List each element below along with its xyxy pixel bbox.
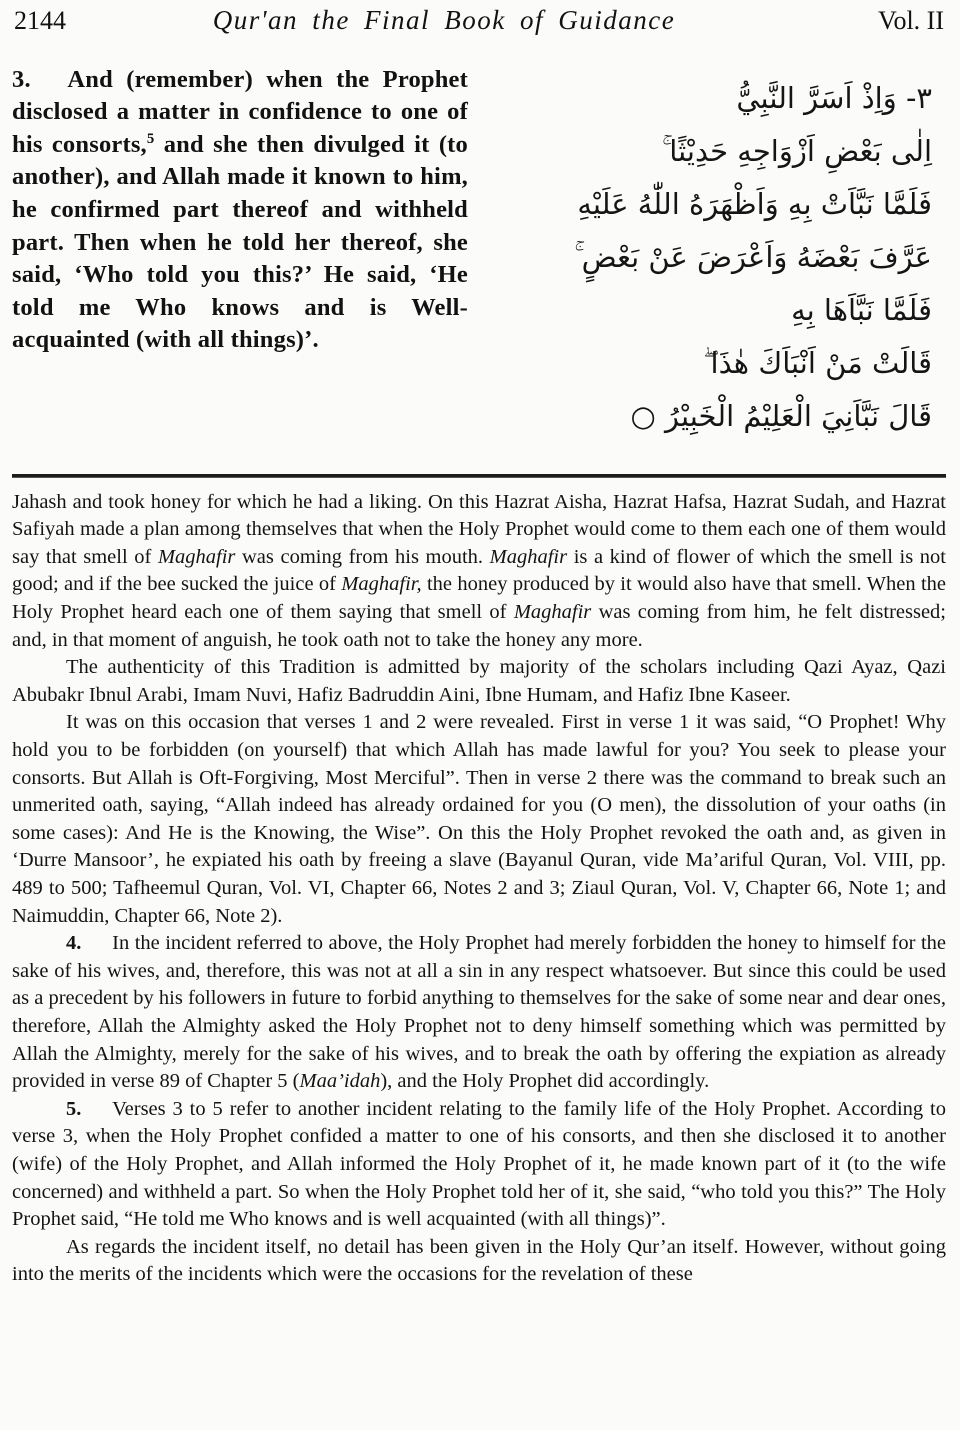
arabic-line: فَلَمَّا نَبَّاَهَا بِهِ <box>791 292 932 327</box>
running-header <box>12 6 946 36</box>
commentary-note-5: 5. Verses 3 to 5 refer to another incident relating to the family life of the Holy Prophet. According to verse 3, when the Holy Prophet confided a matter to one of his consorts, and then she disclosed it to another (wife) of the Holy Prophet, and Allah informed the Holy Prophet of it, he made known part of it (to the wife concerned) and withheld a part. So when the Holy Prophet told her of it, she said, “who told you this?” The Holy Prophet said, “He told me Who knows and is well acquainted (with all things)”. <box>12 1097 946 1231</box>
arabic-line: اِلٰى بَعْضِ اَزْوَاجِهِ حَدِيْثًا ۚ <box>662 133 932 168</box>
arabic-line: قَالَ نَبَّاَنِيَ الْعَلِيْمُ الْخَبِيْرُ ○ <box>630 398 932 433</box>
verse-translation: 3. And (remember) when the Prophet disclosed a matter in confidence to one of his consorts,$^5$ and she then divulged it (to another), and Allah made it known to him, he confirmed part thereof and withheld part. Then when he told her thereof, she said, ‘Who told you this?’ He said, ‘He told me Who knows and is Well-acquainted (with all things)’. <box>12 65 468 354</box>
commentary-paragraph: Jahash and took honey for which he had a liking. On this Hazrat Aisha, Hazrat Hafsa, Hazrat Sudah, and Hazrat Safiyah made a plan among themselves that when the Holy Prophet would come to them each one of them would say that smell of Maghafir was coming from his mouth. Maghafir is a kind of flower of which the smell is not good; and if the bee sucked the juice of Maghafir, the honey produced by it would also have that smell. When the Holy Prophet heard each one of them saying that smell of Maghafir was coming from him, he felt distressed; and, in that moment of anguish, he took oath not to take the honey any more. <box>12 490 946 651</box>
verse-section <box>12 64 946 462</box>
book-title: Qur'an the Final Book of Guidance <box>212 5 676 35</box>
arabic-line: عَرَّفَ بَعْضَهُ وَاَعْرَضَ عَنْ بَعْضٍ ۚ <box>574 239 932 274</box>
verse-arabic-text <box>468 64 946 462</box>
arabic-line: فَلَمَّا نَبَّاَتْ بِهِ وَاَظْهَرَهُ اللّٰهُ عَلَيْهِ <box>577 186 932 221</box>
commentary-section <box>12 478 946 1289</box>
page-number: 2144 <box>14 6 66 35</box>
volume-label: Vol. II <box>878 6 944 35</box>
arabic-line: ٣- وَاِذْ اَسَرَّ النَّبِيُّ <box>736 80 932 115</box>
commentary-paragraph: The authenticity of this Tradition is admitted by majority of the scholars including Qazi Ayaz, Qazi Abubakr Ibnul Arabi, Imam Nuvi, Hafiz Badruddin Aini, Ibne Humam, and Hafiz Ibne Kaseer. <box>12 656 946 706</box>
commentary-paragraph: As regards the incident itself, no detail has been given in the Holy Qur’an itself. However, without going into the merits of the incidents which were the occasions for the revelation of these <box>12 1235 946 1286</box>
commentary-paragraph: It was on this occasion that verses 1 and 2 were revealed. First in verse 1 it was said, “O Prophet! Why hold you to be forbidden (on yourself) that which Allah has made lawful for you? You seek to please your consorts. But Allah is Oft-Forgiving, Most Merciful”. Then in verse 2 there was the command to break such an unmerited oath, saying, “Allah indeed has already ordained for you (O men), the dissolution of your oaths (in some cases): And He is the Knowing, the Wise”. On this the Holy Prophet revoked the oath and, as given in ‘Durre Mansoor’, he expiated his oath by freeing a slave (Bayanul Quran, vide Ma’ariful Quran, Vol. VIII, pp. 489 to 500; Tafheemul Quran, Vol. VI, Chapter 66, Notes 2 and 3; Ziaul Quran, Vol. V, Chapter 66, Note 1; and Naimuddin, Chapter 66, Note 2). <box>12 711 946 927</box>
arabic-line: قَالَتْ مَنْ اَنْبَاَكَ هٰذَا ۖ <box>703 345 932 380</box>
commentary-note-4: 4. In the incident referred to above, the Holy Prophet had merely forbidden the honey to himself for the sake of his wives, and, therefore, this was not at all a sin in any respect whatsoever. But since this could be used as a precedent by his followers in future to forbid anything to themselves for the sake of some near and dear ones, therefore, Allah the Almighty asked the Holy Prophet not to deny himself something which was permitted by Allah the Almighty, merely for the sake of his wives, and to break the oath by offering the expiation as already provided in verse 89 of Chapter 5 (Maa’idah), and the Holy Prophet did accordingly. <box>12 932 946 1093</box>
